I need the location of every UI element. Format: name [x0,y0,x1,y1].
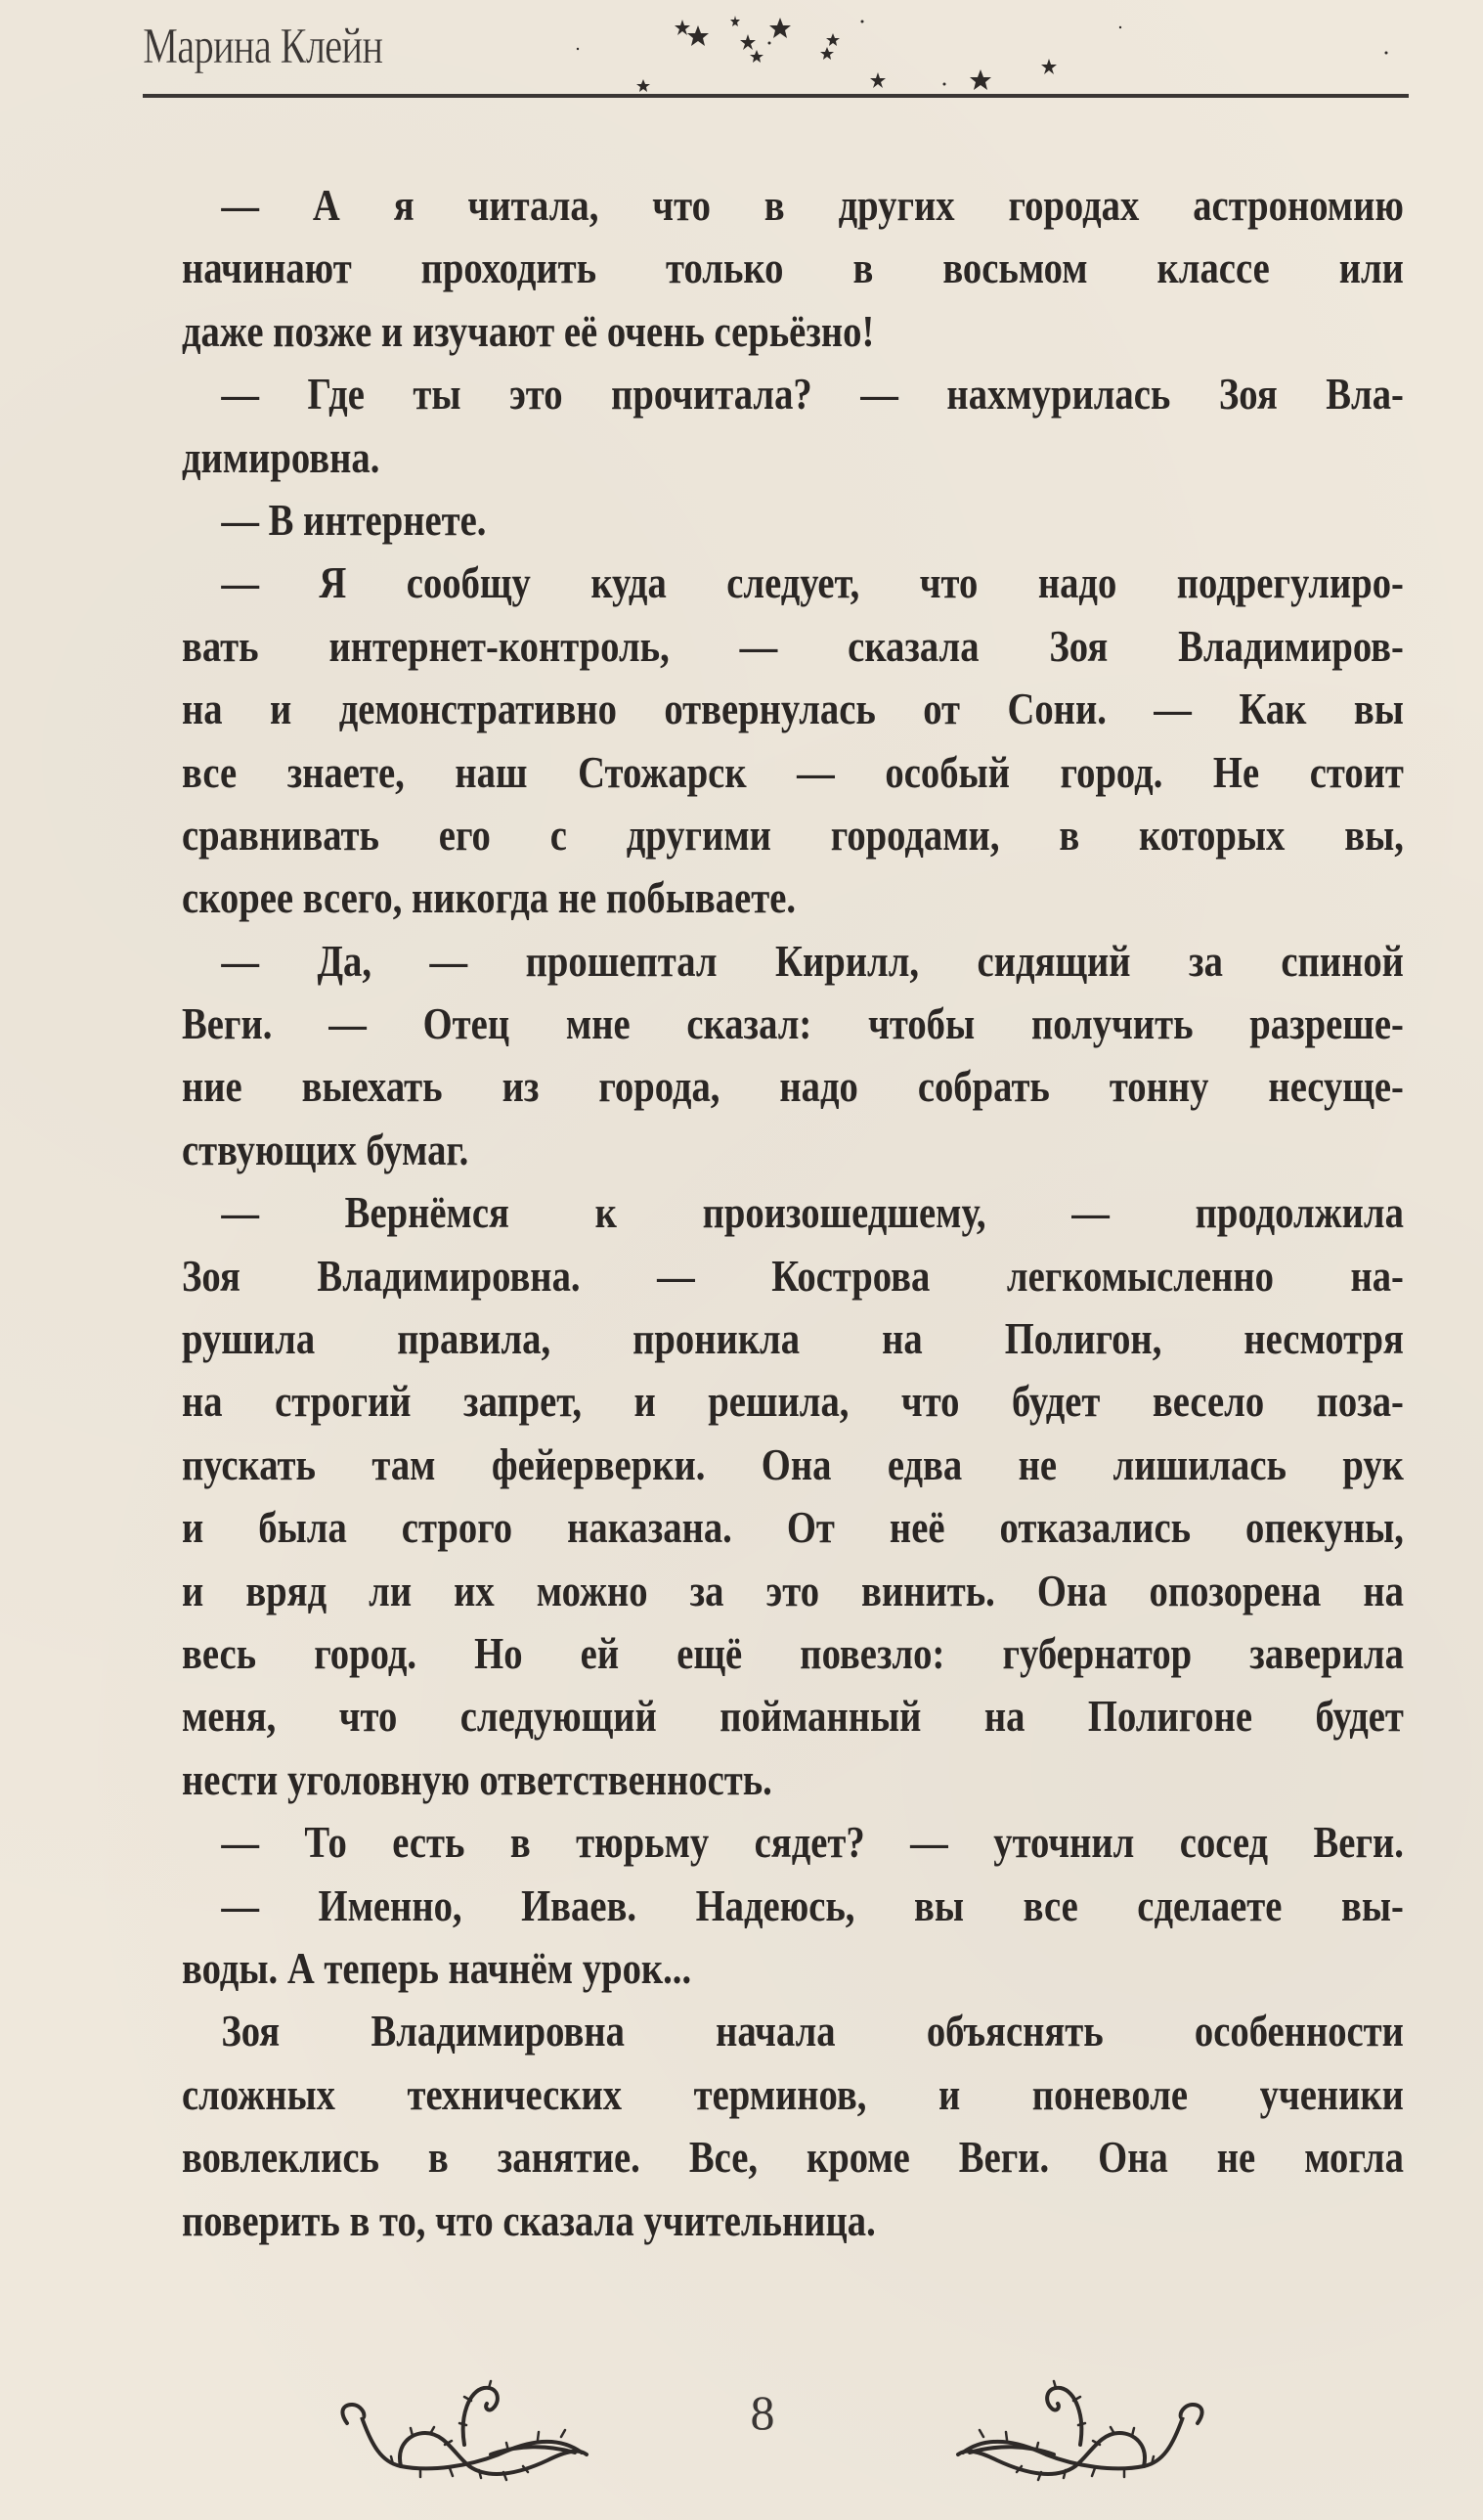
text-line: — То есть в тюрьму сядет? — уточнил сосед Веги. [221,1817,1404,1868]
text-line: и вряд ли их можно за это винить. Она опозорена на [182,1565,1404,1615]
text-line: нести уголовную ответственность. [182,1753,772,1804]
text-line: сравнивать его с другими городами, в которых вы, [182,809,1404,860]
header-divider [143,94,1409,98]
text-line: Веги. — Отец мне сказал: чтобы получить разреше- [182,998,1404,1049]
text-line: поверить в то, что сказала учительница. [182,2194,876,2245]
thorny-vine-icon [929,2347,1222,2484]
text-line: вать интернет-контроль, — сказала Зоя Владимиров- [182,620,1404,671]
text-line: Зоя Владимировна начала объяснять особенности [221,2006,1404,2056]
text-line: — Где ты это прочитала? — нахмурилась Зоя Вла- [221,369,1404,420]
text-line: — Именно, Иваев. Надеюсь, вы все сделаете вы- [221,1879,1404,1930]
text-line: — Я сообщу куда следует, что надо подрегулиро- [221,557,1404,608]
page-footer [323,2347,1202,2484]
body-text [182,174,1404,2252]
text-line: — Да, — прошептал Кирилл, сидящий за спиной [221,935,1404,986]
text-line: все знаете, наш Стожарск — особый город. Не стоит [182,746,1404,797]
text-line: даже позже и изучают её очень серьёзно! [182,305,875,356]
text-line: ствующих бумаг. [182,1124,469,1174]
text-line: начинают проходить только в восьмом классе или [182,243,1404,293]
text-line: рушила правила, проникла на Полигон, несмотря [182,1313,1404,1364]
text-line: ние выехать из города, надо собрать тонну несуще- [182,1061,1404,1112]
thorny-vine-icon [323,2347,616,2484]
text-line: скорее всего, никогда не побываете. [182,872,797,923]
text-line: — А я читала, что в других городах астрономию [221,180,1404,230]
stars-icon [143,8,1409,101]
author-name: Марина Клейн [143,19,383,74]
page-number: 8 [750,2385,775,2440]
text-line: на и демонстративно отвернулась от Сони. — Как вы [182,684,1404,734]
text-line: димировна. [182,431,380,482]
text-line: и была строго наказана. От неё отказались опекуны, [182,1502,1404,1553]
text-line: вовлеклись в занятие. Все, кроме Веги. Она не могла [182,2132,1404,2183]
text-line: — Вернёмся к произошедшему, — продолжила [221,1187,1404,1238]
text-line: пускать там фейерверки. Она едва не лишилась рук [182,1438,1404,1489]
text-line: воды. А теперь начнём урок... [182,1942,692,1993]
text-line: на строгий запрет, и решила, что будет весело поза- [182,1376,1404,1427]
running-head [143,8,1409,106]
text-line: весь город. Но ей ещё повезло: губернатор заверила [182,1627,1404,1678]
text-line: — В интернете. [221,494,487,545]
text-line: меня, что следующий пойманный на Полигоне будет [182,1691,1404,1742]
text-line: Зоя Владимировна. — Кострова легкомысленно на- [182,1250,1404,1301]
text-line: сложных технических терминов, и поневоле ученики [182,2068,1404,2119]
